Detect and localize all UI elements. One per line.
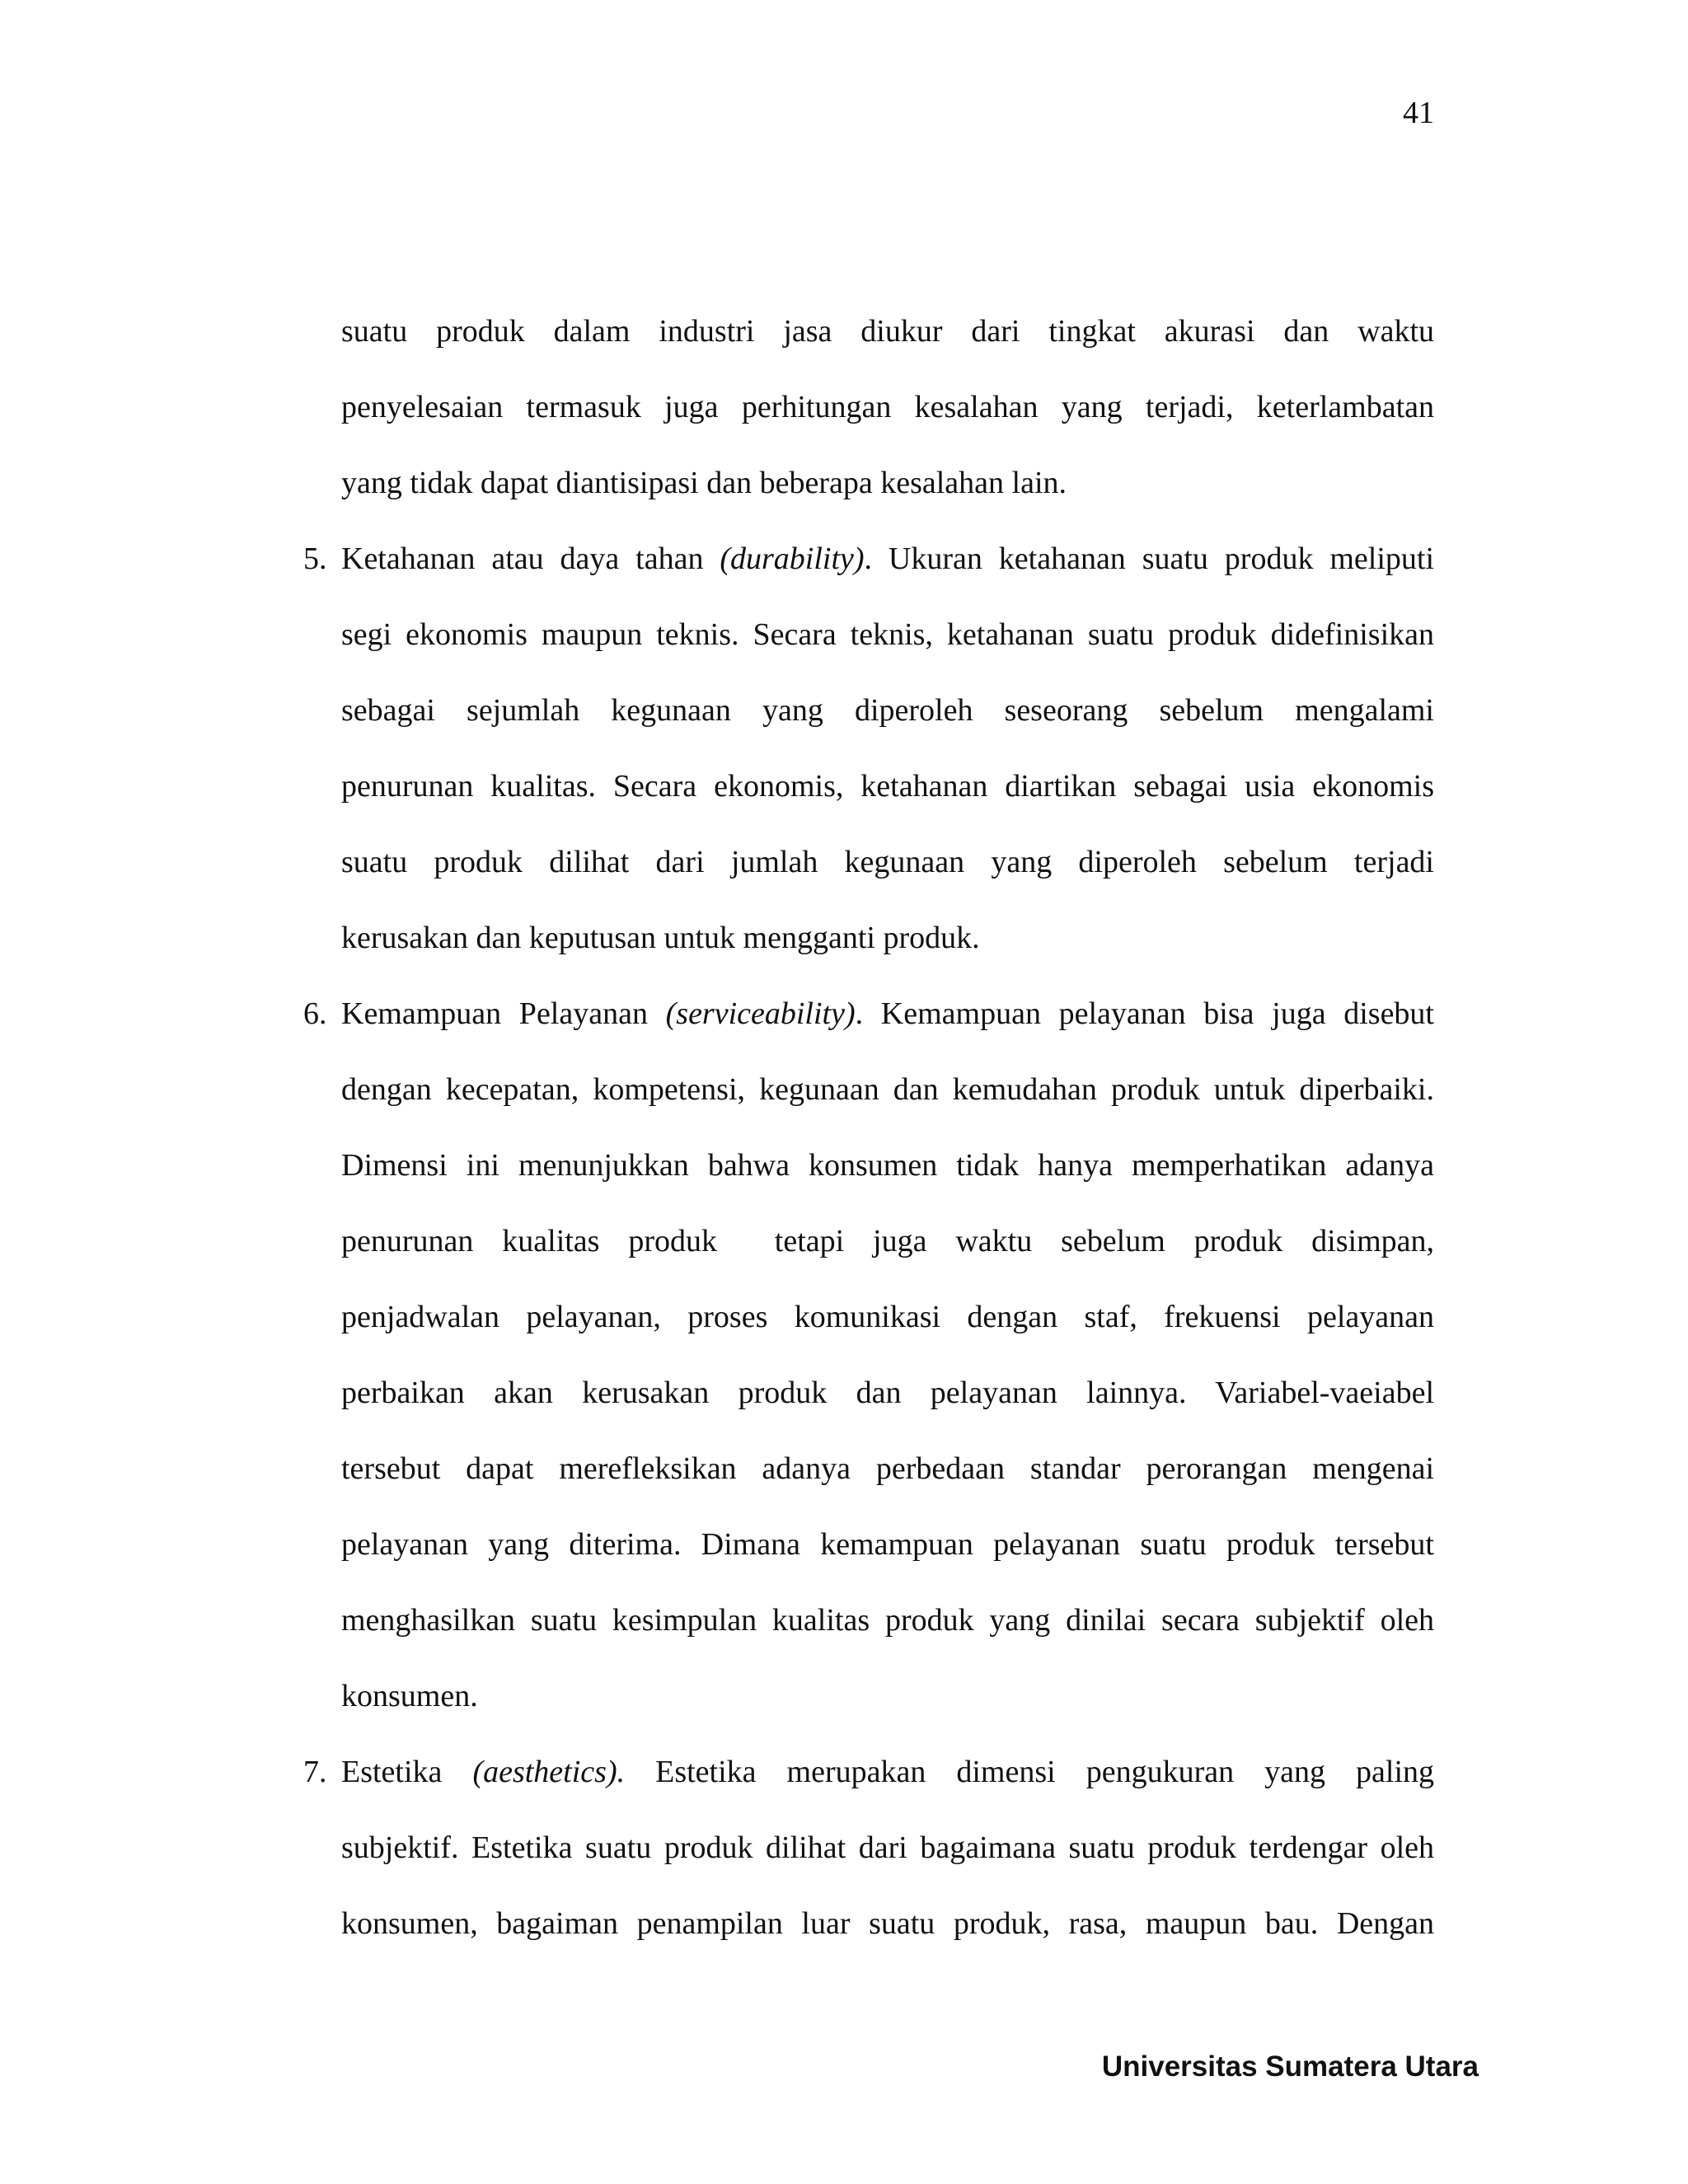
italic-term: (serviceability) [665,996,856,1031]
text-run: . Kemampuan pelayanan bisa juga disebut [855,996,1434,1031]
text-line: penjadwalan pelayanan, proses komunikasi dengan staf, frekuensi pelayanan [341,1300,1434,1334]
text-run: . Ukuran ketahanan suatu produk meliputi [864,541,1434,576]
text-line: perbaikan akan kerusakan produk dan pelayanan lainnya. Variabel-vaeiabel [341,1376,1434,1410]
text-line: konsumen, bagaiman penampilan luar suatu produk, rasa, maupun bau. Dengan [341,1906,1434,1941]
list-number: 5. [303,541,327,576]
text-line: subjektif. Estetika suatu produk dilihat dari bagaimana suatu produk terdengar oleh [341,1830,1434,1865]
text-line: penurunan kualitas produk tetapi juga waktu sebelum produk disimpan, [341,1224,1434,1258]
text-run: Estetika [341,1755,473,1789]
page-number: 41 [1403,96,1434,130]
list-number: 6. [303,996,327,1031]
list-item-7-first-line [303,1747,1435,1823]
text-line: penyelesaian termasuk juga perhitungan kesalahan yang terjadi, keterlambatan [341,390,1434,424]
text-line: suatu produk dalam industri jasa diukur dari tingkat akurasi dan waktu [341,314,1434,349]
text-line: dengan kecepatan, kompetensi, kegunaan dan kemudahan produk untuk diperbaiki. [341,1072,1434,1107]
italic-term: (aesthetics). [472,1755,626,1789]
text-line: menghasilkan suatu kesimpulan kualitas produk yang dinilai secara subjektif oleh [341,1603,1434,1638]
text-line: suatu produk dilihat dari jumlah kegunaan yang diperoleh sebelum terjadi [341,845,1434,879]
text-line: tersebut dapat merefleksikan adanya perbedaan standar perorangan mengenai [341,1451,1434,1486]
text-line: yang tidak dapat diantisipasi dan beberapa kesalahan lain. [341,466,1067,500]
list-number: 7. [303,1755,327,1789]
text-run: Kemampuan Pelayanan [341,996,666,1031]
italic-term: (durability) [720,541,865,576]
text-line: penurunan kualitas. Secara ekonomis, ketahanan diartikan sebagai usia ekonomis [341,769,1434,804]
footer-institution: Universitas Sumatera Utara [1101,2050,1479,2083]
body-text [303,307,1435,1975]
list-item-5-first-line [303,534,1434,610]
text-line: segi ekonomis maupun teknis. Secara teknis, ketahanan suatu produk didefinisikan [341,617,1434,652]
text-run: Estetika merupakan dimensi pengukuran yang paling [625,1755,1435,1789]
list-item-6-first-line [303,989,1434,1065]
text-line: pelayanan yang diterima. Dimana kemampuan pelayanan suatu produk tersebut [341,1527,1434,1562]
text-line: Dimensi ini menunjukkan bahwa konsumen tidak hanya memperhatikan adanya [341,1148,1434,1183]
text-run: Ketahanan atau daya tahan [341,541,720,576]
text-line: kerusakan dan keputusan untuk mengganti produk. [341,921,980,955]
text-line: konsumen. [341,1679,478,1713]
text-line: sebagai sejumlah kegunaan yang diperoleh seseorang sebelum mengalami [341,693,1434,728]
